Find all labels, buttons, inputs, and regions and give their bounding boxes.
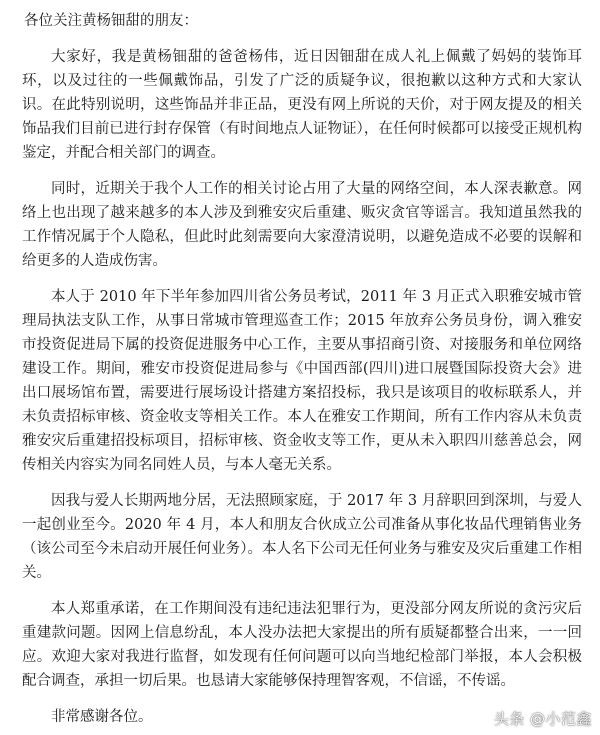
letter-paragraph-1: 大家好，我是黄杨钿甜的爸爸杨伟，近日因钿甜在成人礼上佩戴了妈妈的装饰耳环，以及过往的一些佩戴饰品，引发了广泛的质疑争议，很抱歉以这种方式和大家认识。在此特别说明，这些饰品并非正品，更没有网上所说的天价，对于网友提及的相关饰品我们目前已进行封存保管（有时间地点人证物证），在任何时候都可以接受正规机构鉴定，并配合相关部门的调查。 <box>22 49 582 161</box>
letter-paragraph-3: 本人于 2010 年下半年参加四川省公务员考试，2011 年 3 月正式入职雅安城市管理局执法支队工作，从事日常城市管理巡查工作；2015 年放弃公务员身份，调入雅安市投资促进局下属的投资促进服务中心工作，主要从事招商引资、对接服务和单位网络建设工作。期间，雅安市投资促进局参与《中国西部(四川)进口展暨国际投资大会》进出口展场馆布置，需要进行展场设计搭建方案招投标，我只是该项目的收标联系人，并未负责招标审核、资金收支等相关工作。本人在雅安工作期间，所有工作内容从未负责雅安灾后重建招投标项目，招标审核、资金收支等工作，更从未入职四川慈善总会，网传相关内容实为同名同姓人员，与本人毫无关系。 <box>22 289 582 473</box>
letter-paragraph-4: 因我与爱人长期两地分居，无法照顾家庭，于 2017 年 3 月辞职回到深圳，与爱人一起创业至今。2020 年 4 月，本人和朋友合伙成立公司准备从事化妆品代理销售业务（该公司至今未启动开展任何业务）。本人名下公司无任何业务与雅安及灾后重建工作相关。 <box>22 493 582 581</box>
letter-paragraph-5: 本人郑重承诺，在工作期间没有违纪违法犯罪行为，更没部分网友所说的贪污灾后重建款问题。因网上信息纷乱，本人没办法把大家提出的所有质疑都整合出来，一一回应。欢迎大家对我进行监督，如发现有任何问题可以向当地纪检部门举报，本人会积极配合调查，承担一切后果。也恳请大家能够保持理智客观，不信谣，不传谣。 <box>22 601 582 689</box>
letter-document <box>22 9 582 729</box>
letter-salutation: 各位关注黄杨钿甜的朋友： <box>24 13 198 29</box>
letter-paragraph-2: 同时，近期关于我个人工作的相关讨论占用了大量的网络空间，本人深表歉意。网络上也出现了越来越多的本人涉及到雅安灾后重建、贩灾贪官等谣言。我知道虽然我的工作情况属于个人隐私，但此时此刻需要向大家澄清说明，以避免造成不必要的误解和给更多的人造成伤害。 <box>22 181 582 269</box>
watermark-label: 头条 @小范鑫 <box>493 710 592 728</box>
letter-closing: 非常感谢各位。 <box>51 709 153 725</box>
